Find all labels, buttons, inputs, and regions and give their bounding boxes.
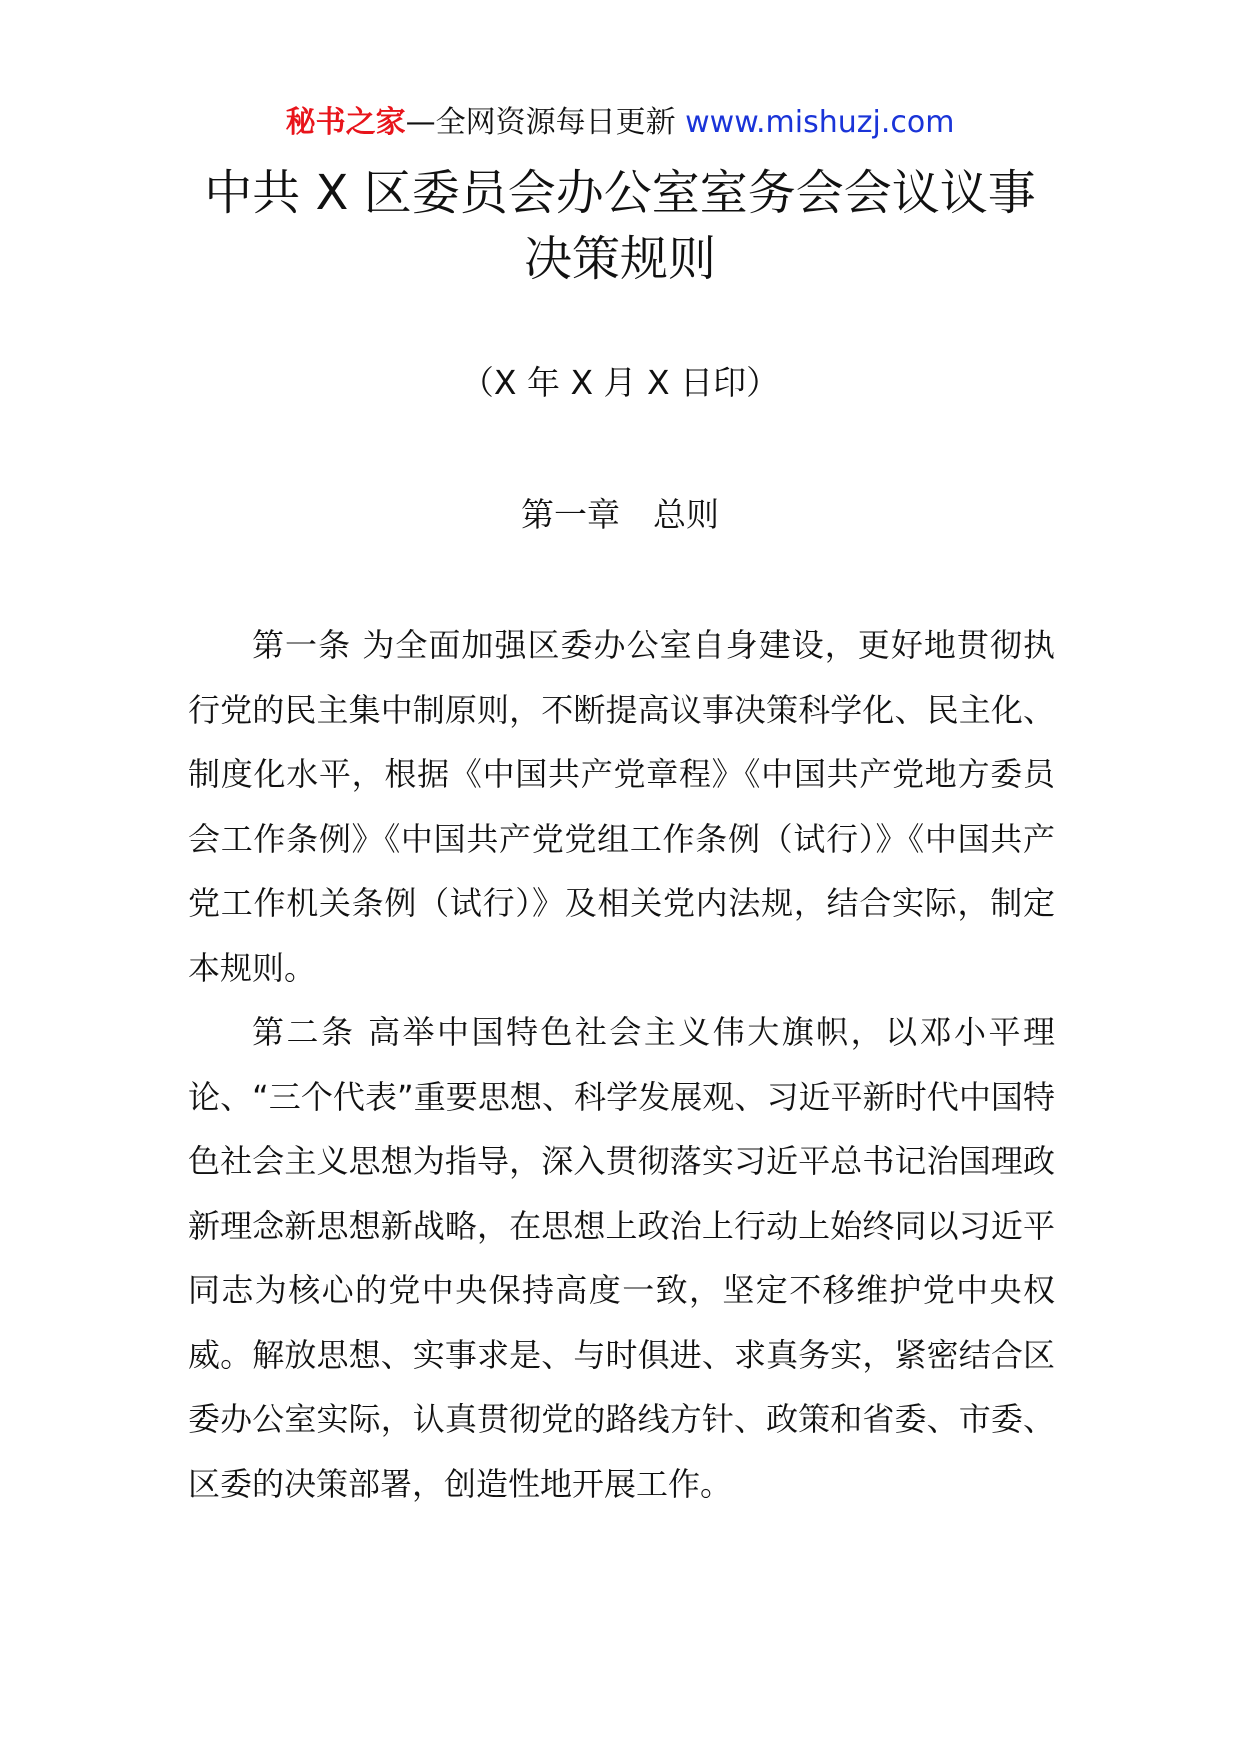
document-body — [188, 613, 1055, 1516]
title-line-1: 中共 X 区委员会办公室室务会会议议事 — [204, 165, 1036, 221]
article-text: 为全面加强区委办公室自身建设，更好地贯彻执行党的民主集中制原则，不断提高议事决策科学化、民主化、制度化水平，根据《中国共产党章程》《中国共产党地方委员会工作条例》《中国共产党党组工作条例（试行）》《中国共产党工作机关条例（试行）》及相关党内法规，结合实际，制定本规则。 — [188, 626, 1055, 987]
header-tagline: —全网资源每日更新 — [405, 105, 686, 140]
article-paragraph — [188, 1000, 1055, 1516]
site-url-link[interactable]: www.mishuzj.com — [685, 105, 955, 140]
article-paragraph — [188, 613, 1055, 1000]
chapter-heading: 第一章 总则 — [521, 495, 719, 534]
article-label: 第一条 — [252, 626, 363, 664]
print-date: （X 年 X 月 X 日印） — [460, 363, 780, 402]
article-text: 高举中国特色社会主义伟大旗帜，以邓小平理论、“三个代表”重要思想、科学发展观、习近平新时代中国特色社会主义思想为指导，深入贯彻落实习近平总书记治国理政新理念新思想新战略，在思想上政治上行动上始终同以习近平同志为核心的党中央保持高度一致，坚定不移维护党中央权威。解放思想、实事求是、与时俱进、求真务实，紧密结合区委办公室实际，认真贯彻党的路线方针、政策和省委、市委、区委的决策部署，创造性地开展工作。 — [188, 1013, 1055, 1503]
site-header — [0, 100, 1240, 146]
document-title — [0, 160, 1240, 292]
article-label: 第二条 — [252, 1013, 369, 1051]
title-line-2: 决策规则 — [523, 231, 716, 287]
brand-name: 秘书之家 — [285, 105, 406, 140]
